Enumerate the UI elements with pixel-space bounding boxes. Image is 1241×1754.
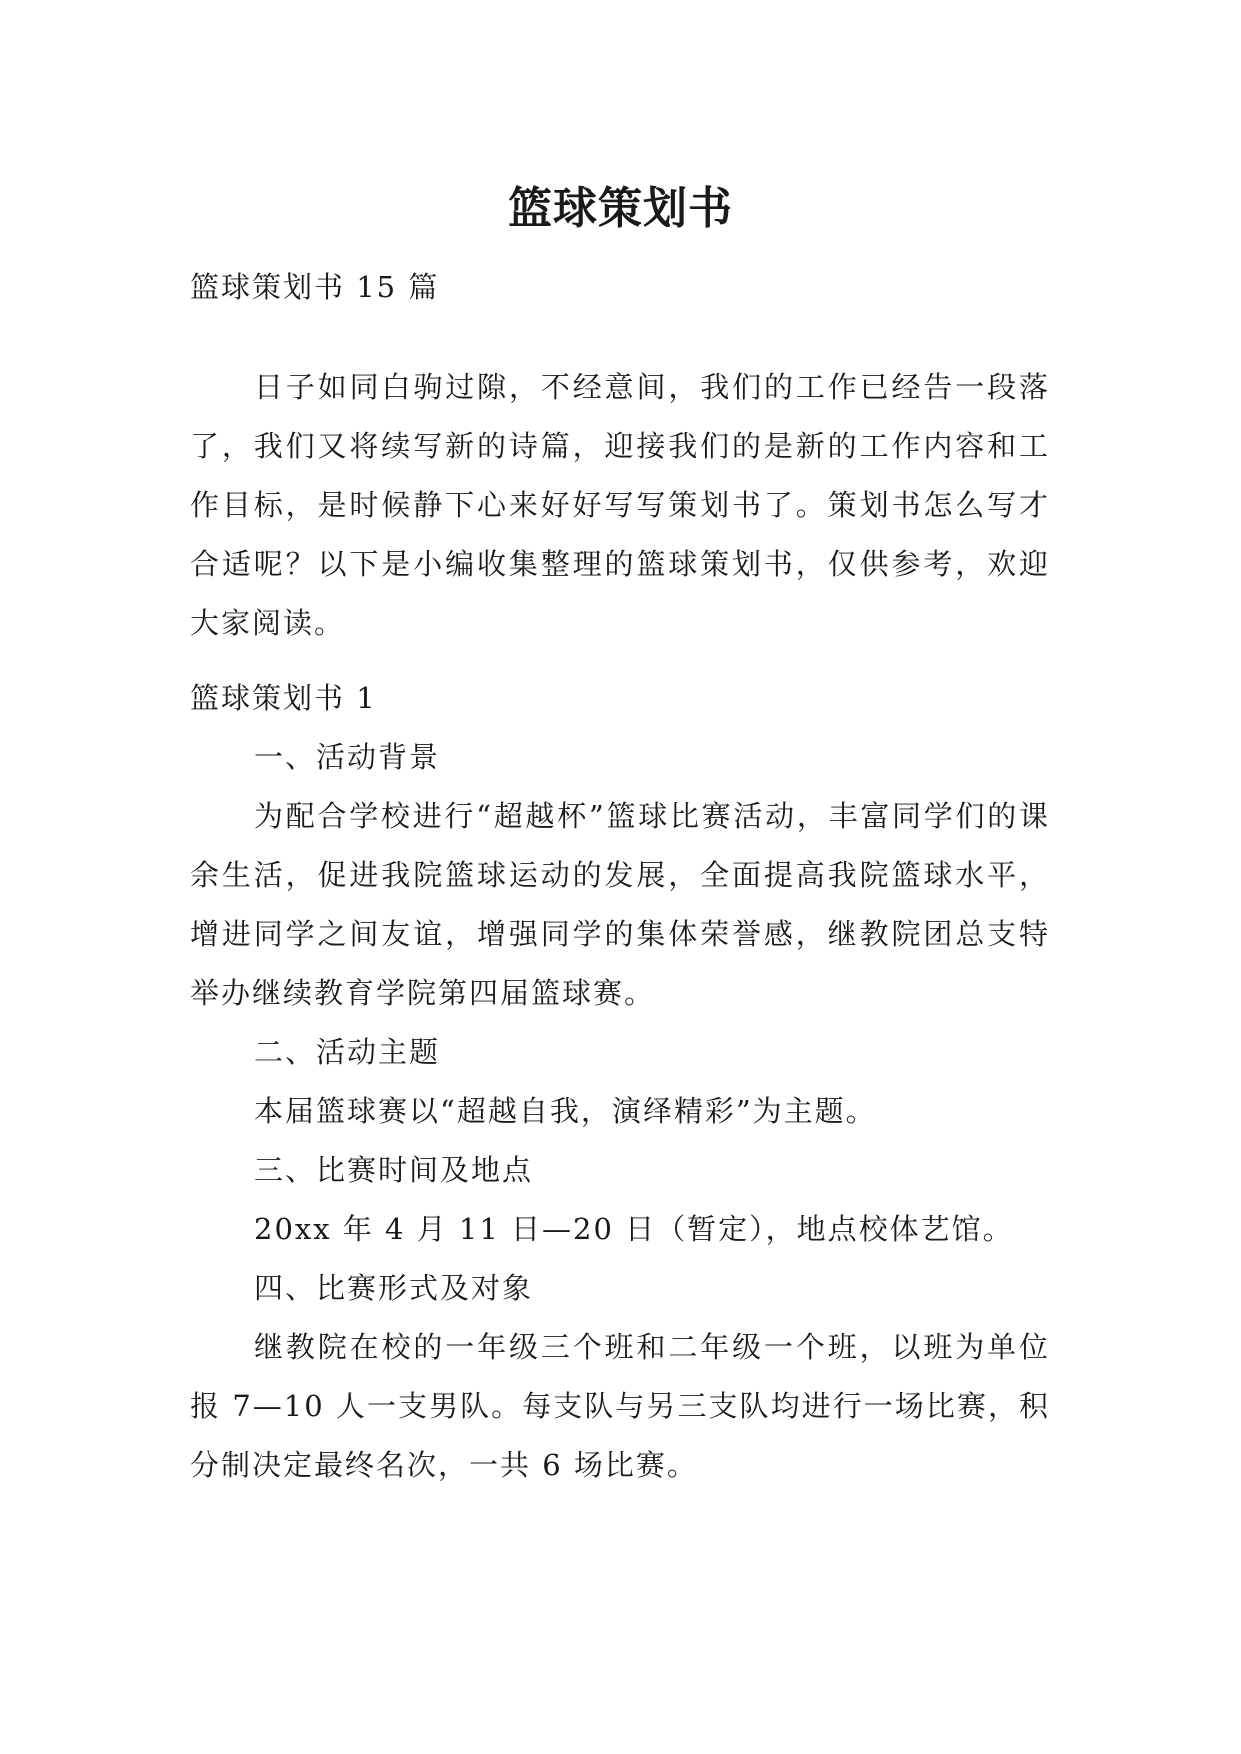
paragraph-time-location: 20xx 年 4 月 11 日—20 日（暂定），地点校体艺馆。 — [254, 1212, 1014, 1246]
intro-paragraph — [190, 358, 1050, 653]
paragraph-activity-background: 为配合学校进行“超越杯”篮球比赛活动，丰富同学们的课余生活，促进我院篮球运动的发展，全面提高我院篮球水平，增进同学之间友谊，增强同学的集体荣誉感，继教院团总支特举办继续教育学院第四届篮球赛。 — [190, 799, 1050, 1010]
paragraph-format-participants: 继教院在校的一年级三个班和二年级一个班，以班为单位报 7—10 人一支男队。每支队与另三支队均进行一场比赛，积分制决定最终名次，一共 6 场比赛。 — [190, 1330, 1050, 1482]
document-subtitle — [190, 258, 1050, 317]
heading-format-participants: 四、比赛形式及对象 — [254, 1271, 534, 1305]
paragraph-activity-theme: 本届篮球赛以“超越自我，演绎精彩”为主题。 — [254, 1094, 877, 1128]
heading-time-location: 三、比赛时间及地点 — [254, 1153, 534, 1187]
subtitle-text: 篮球策划书 15 篇 — [190, 270, 440, 304]
document-title: 篮球策划书 — [508, 183, 733, 235]
heading-activity-theme: 二、活动主题 — [254, 1035, 441, 1069]
intro-text: 日子如同白驹过隙，不经意间，我们的工作已经告一段落了，我们又将续写新的诗篇，迎接我们的是新的工作内容和工作目标，是时候静下心来好好写写策划书了。策划书怎么写才合适呢？以下是小编收集整理的篮球策划书，仅供参考，欢迎大家阅读。 — [190, 370, 1050, 640]
section-title: 篮球策划书 1 — [190, 681, 377, 715]
section-block — [190, 669, 1050, 1495]
heading-activity-background: 一、活动背景 — [254, 740, 441, 774]
